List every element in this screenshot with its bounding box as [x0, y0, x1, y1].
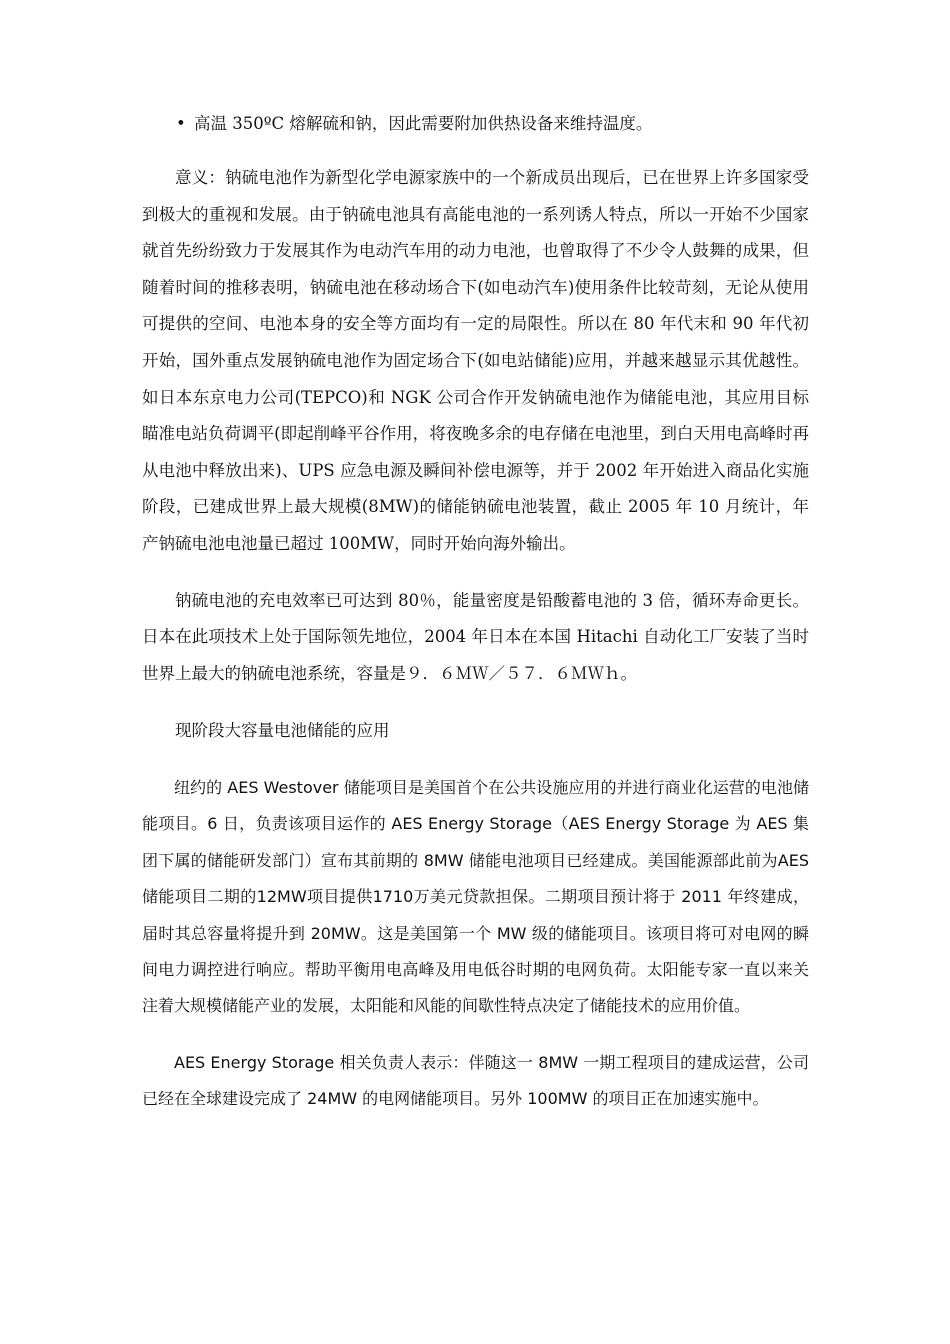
paragraph-significance: 意义：钠硫电池作为新型化学电源家族中的一个新成员出现后，已在世界上许多国家受到极大的重视和发展。由于钠硫电池具有高能电池的一系列诱人特点，所以一开始不少国家就首先纷纷致力于发展其作为电动汽车用的动力电池，也曾取得了不少令人鼓舞的成果，但随着时间的推移表明，钠硫电池在移动场合下(如电动汽车)使用条件比较苛刻，无论从使用可提供的空间、电池本身的安全等方面均有一定的局限性。所以在 80 年代末和 90 年代初开始，国外重点发展钠硫电池作为固定场合下(如电站储能)应用，并越来越显示其优越性。如日本东京电力公司(TEPCO)和 NGK 公司合作开发钠硫电池作为储能电池，其应用目标瞄准电站负荷调平(即起削峰平谷作用，将夜晚多余的电存储在电池里，到白天用电高峰时再从电池中释放出来)、UPS 应急电源及瞬间补偿电源等，并于 2002 年开始进入商品化实施阶段，已建成世界上最大规模(8MW)的储能钠硫电池装置，截止 2005 年 10 月统计，年产钠硫电池电池量已超过 100MW，同时开始向海外输出。: [142, 168, 809, 553]
bullet-item: [176, 106, 809, 142]
bullet-marker: •: [176, 114, 186, 133]
bullet-text: 高温 350ºC 熔解硫和钠，因此需要附加供热设备来维持温度。: [194, 114, 653, 133]
paragraph-aes-westover: 纽约的 AES Westover 储能项目是美国首个在公共设施应用的并进行商业化运营的电池储能项目。6 日，负责该项目运作的 AES Energy Storage（AES Energy Storage 为 AES 集团下属的储能研发部门）宣布其前期的 8MW 储能电池项目已经建成。美国能源部此前为AES储能项目二期的12MW项目提供1710万美元贷款担保。二期项目预计将于 2011 年终建成，届时其总容量将提升到 20MW。这是美国第一个 MW 级的储能项目。该项目将可对电网的瞬间电力调控进行响应。帮助平衡用电高峰及用电低谷时期的电网负荷。太阳能专家一直以来关注着大规模储能产业的发展，太阳能和风能的间歇性特点决定了储能技术的应用价值。: [142, 777, 809, 1016]
paragraph-aes-statement: AES Energy Storage 相关负责人表示：伴随这一 8MW 一期工程项目的建成运营，公司已经在全球建设完成了 24MW 的电网储能项目。另外 100MW 的项目正在加速实施中。: [142, 1052, 809, 1109]
section-heading: 现阶段大容量电池储能的应用: [175, 721, 390, 741]
paragraph-efficiency: 钠硫电池的充电效率已可达到 80％，能量密度是铅酸蓄电池的 3 倍，循环寿命更长。日本在此项技术上处于国际领先地位，2004 年日本在本国 Hitachi 自动化工厂安装了当时世界上最大的钠硫电池系统，容量是９．６ＭＷ／５７．６ＭＷｈ。: [142, 590, 809, 683]
